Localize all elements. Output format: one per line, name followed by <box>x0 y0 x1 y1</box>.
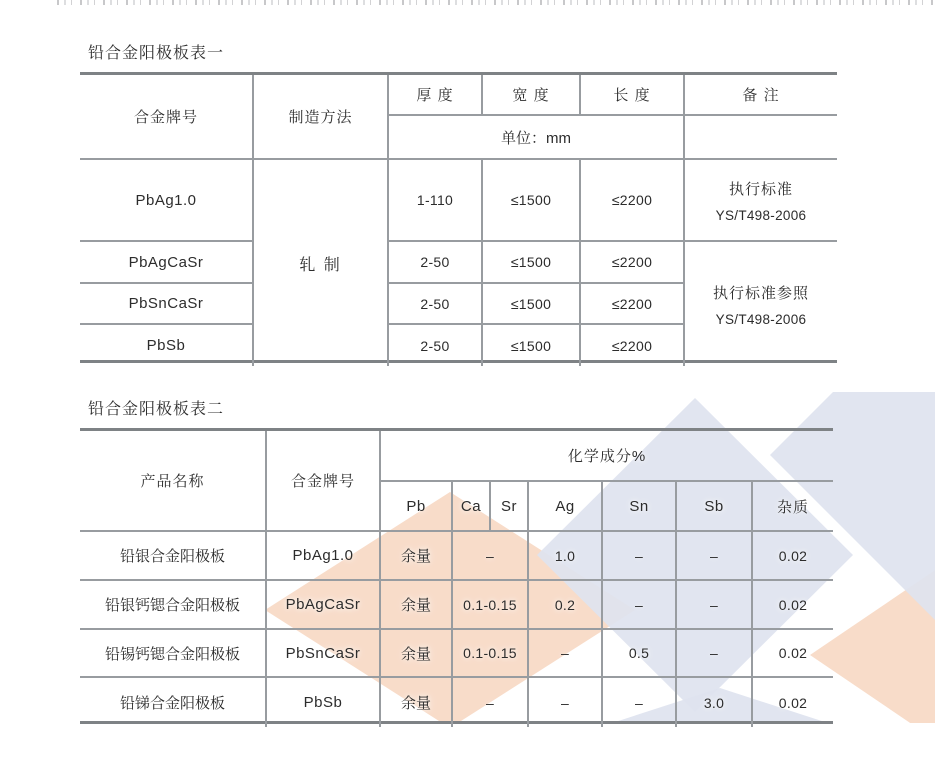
table-row <box>80 629 833 677</box>
t1-header-grade: 合金牌号 <box>80 75 253 159</box>
pb-cell: 余量 <box>380 580 452 629</box>
product-cell: 铅锡钙锶合金阳极板 <box>80 629 266 677</box>
impurity-cell: 0.02 <box>752 629 833 677</box>
alloy-size-table <box>80 75 837 366</box>
t1-header-remark: 备 注 <box>684 75 837 115</box>
table-row <box>80 75 837 115</box>
remark-line1: 执行标准 <box>728 180 793 198</box>
t1-header-length: 长 度 <box>580 75 684 115</box>
impurity-cell: 0.02 <box>752 580 833 629</box>
grade-cell: PbAg1.0 <box>80 159 253 241</box>
ca-sr-cell: – <box>452 677 528 727</box>
sb-cell: – <box>676 629 752 677</box>
grade-cell: PbAgCaSr <box>80 241 253 283</box>
remark-line2: YS/T498-2006 <box>715 311 807 327</box>
width-cell: ≤1500 <box>482 159 580 241</box>
pb-cell: 余量 <box>380 531 452 580</box>
sb-cell: 3.0 <box>676 677 752 727</box>
t2-header-sb: Sb <box>676 481 752 531</box>
table-row <box>80 431 833 481</box>
thickness-cell: 2-50 <box>388 241 482 283</box>
grade-cell: PbSnCaSr <box>80 283 253 324</box>
table-row <box>80 159 837 241</box>
length-cell: ≤2200 <box>580 159 684 241</box>
thickness-cell: 2-50 <box>388 324 482 366</box>
remark-cell <box>684 159 837 241</box>
t2-header-sn: Sn <box>602 481 676 531</box>
length-cell: ≤2200 <box>580 324 684 366</box>
t1-header-thickness: 厚 度 <box>388 75 482 115</box>
t2-header-pb: Pb <box>380 481 452 531</box>
grade-cell: PbAgCaSr <box>266 580 380 629</box>
grade-cell: PbSb <box>266 677 380 727</box>
chemical-composition-table <box>80 431 833 727</box>
grade-cell: PbSnCaSr <box>266 629 380 677</box>
ca-sr-cell: 0.1-0.15 <box>452 580 528 629</box>
t1-header-method: 制造方法 <box>253 75 388 159</box>
impurity-cell: 0.02 <box>752 531 833 580</box>
t1-unit-cell: 单位：mm <box>388 115 684 159</box>
width-cell: ≤1500 <box>482 241 580 283</box>
ca-sr-cell: 0.1-0.15 <box>452 629 528 677</box>
table-row <box>80 580 833 629</box>
pb-cell: 余量 <box>380 677 452 727</box>
remark-line2: YS/T498-2006 <box>715 207 807 223</box>
t1-empty-cell <box>684 115 837 159</box>
sb-cell: – <box>676 531 752 580</box>
table2-title: 铅合金阳极板表二 <box>88 401 225 418</box>
impurity-cell: 0.02 <box>752 677 833 727</box>
length-cell: ≤2200 <box>580 283 684 324</box>
width-cell: ≤1500 <box>482 324 580 366</box>
ca-sr-cell: – <box>452 531 528 580</box>
table-row <box>80 677 833 727</box>
alloy-size-table-wrap <box>80 72 837 363</box>
ag-cell: – <box>528 677 602 727</box>
ag-cell: 0.2 <box>528 580 602 629</box>
length-cell: ≤2200 <box>580 241 684 283</box>
table1-title: 铅合金阳极板表一 <box>88 45 225 62</box>
product-cell: 铅锑合金阳极板 <box>80 677 266 727</box>
t2-header-ca: Ca <box>452 481 490 531</box>
t2-header-grade: 合金牌号 <box>266 431 380 531</box>
thickness-cell: 2-50 <box>388 283 482 324</box>
width-cell: ≤1500 <box>482 283 580 324</box>
t2-header-product: 产品名称 <box>80 431 266 531</box>
pb-cell: 余量 <box>380 629 452 677</box>
method-cell: 轧 制 <box>253 159 388 366</box>
thickness-cell: 1-110 <box>388 159 482 241</box>
sn-cell: 0.5 <box>602 629 676 677</box>
grade-cell: PbAg1.0 <box>266 531 380 580</box>
ag-cell: 1.0 <box>528 531 602 580</box>
t2-header-impurity: 杂质 <box>752 481 833 531</box>
product-cell: 铅银合金阳极板 <box>80 531 266 580</box>
t1-header-width: 宽 度 <box>482 75 580 115</box>
remark-cell <box>684 241 837 366</box>
sn-cell: – <box>602 580 676 629</box>
table-row <box>80 531 833 580</box>
product-cell: 铅银钙锶合金阳极板 <box>80 580 266 629</box>
chemical-composition-table-wrap <box>80 428 833 724</box>
t2-header-sr: Sr <box>490 481 528 531</box>
sb-cell: – <box>676 580 752 629</box>
t2-header-chem: 化学成分% <box>380 431 833 481</box>
remark-line1: 执行标准参照 <box>712 284 809 302</box>
sn-cell: – <box>602 531 676 580</box>
grade-cell: PbSb <box>80 324 253 366</box>
t2-header-ag: Ag <box>528 481 602 531</box>
sn-cell: – <box>602 677 676 727</box>
ag-cell: – <box>528 629 602 677</box>
table-row <box>80 241 837 283</box>
